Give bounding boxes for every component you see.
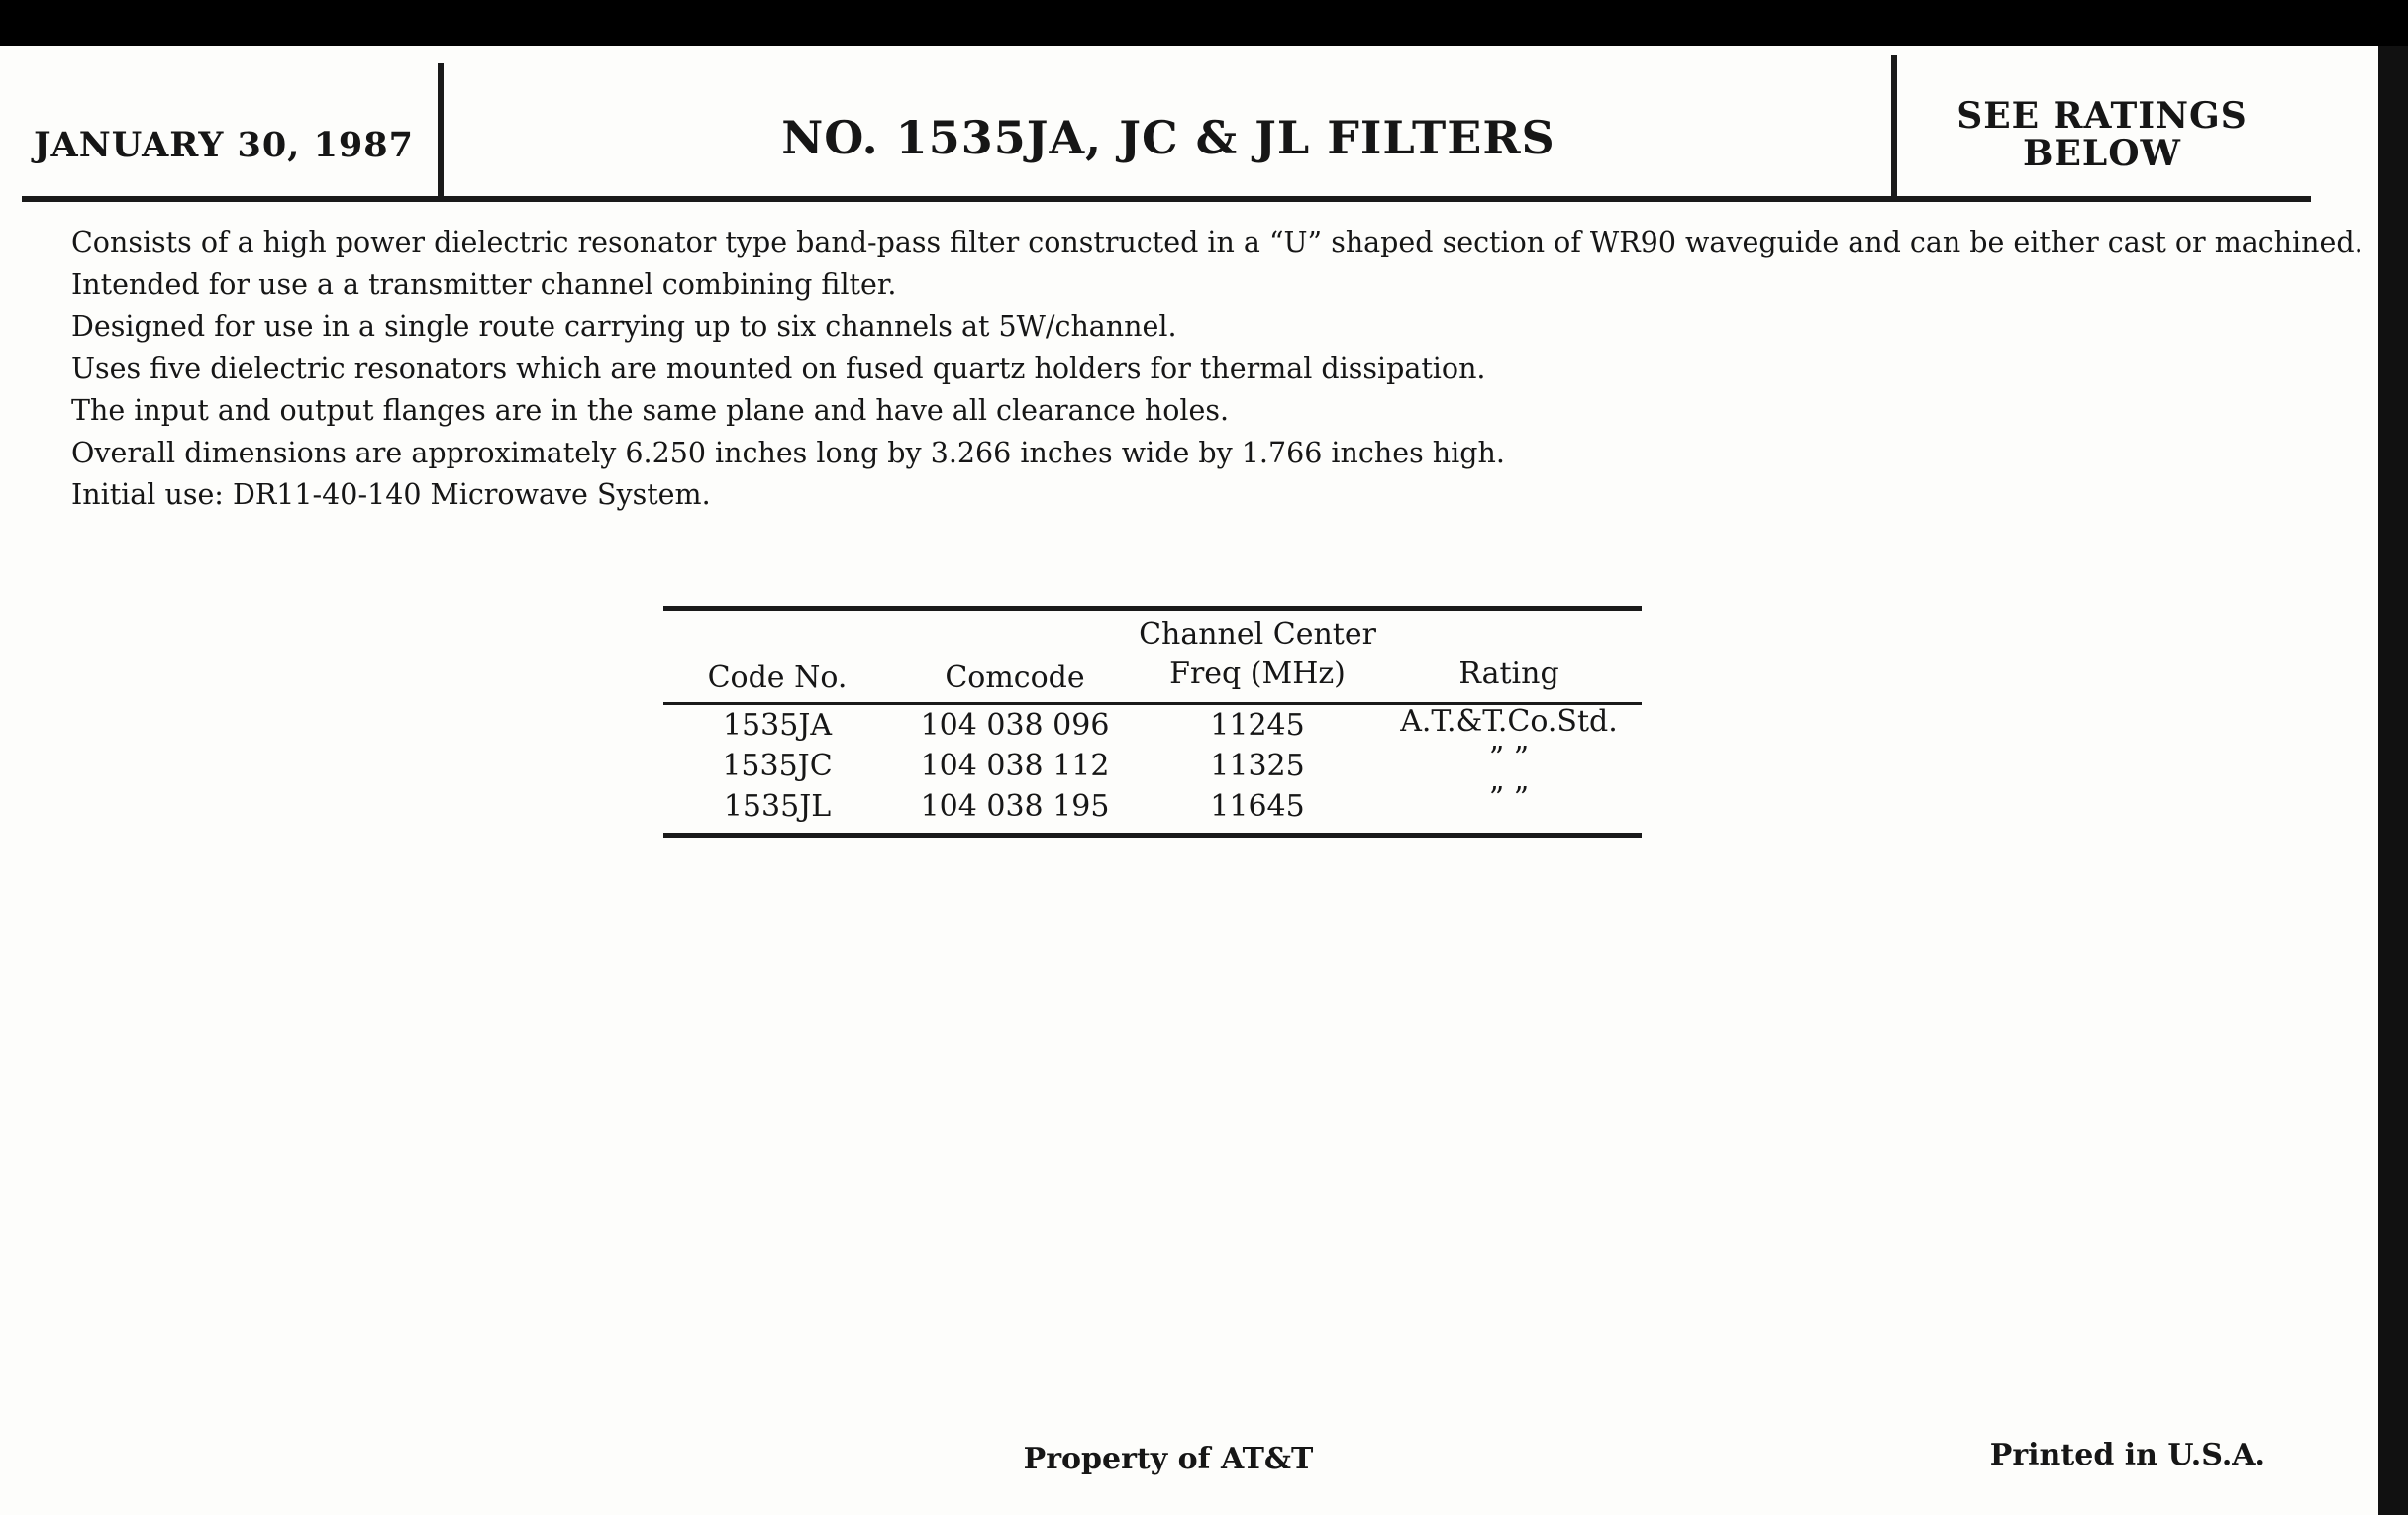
table-bottom-rule bbox=[663, 833, 1642, 838]
description-list bbox=[71, 222, 2363, 517]
description-line: Designed for use in a single route carrying up to six channels at 5W/channel. bbox=[71, 310, 1177, 343]
description-line: Initial use: DR11-40-140 Microwave System. bbox=[71, 478, 711, 511]
table-header bbox=[663, 611, 1642, 702]
header-comcode-label: Comcode bbox=[945, 660, 1085, 695]
description-line: Overall dimensions are approximately 6.250 inches long by 3.266 inches wide by 1.766 inches high. bbox=[71, 436, 1505, 469]
cell-code: 1535JA bbox=[722, 708, 833, 743]
footer-property: Property of AT&T bbox=[1023, 1442, 1314, 1476]
filter-table bbox=[663, 606, 1642, 838]
cell-rating: ” ” bbox=[1488, 781, 1530, 816]
description-line: Intended for use a a transmitter channel combining filter. bbox=[71, 267, 897, 301]
cell-code: 1535JC bbox=[722, 749, 833, 783]
table-row bbox=[663, 781, 1642, 827]
cell-rating: ” ” bbox=[1488, 741, 1530, 775]
cell-comcode: 104 038 096 bbox=[920, 708, 1110, 743]
header-freq bbox=[1139, 615, 1376, 694]
header-divider-right bbox=[1891, 55, 1897, 202]
document-title: NO. 1535JA, JC & JL FILTERS bbox=[781, 111, 1555, 164]
cell-freq: 11325 bbox=[1210, 749, 1305, 783]
cell-freq: 11645 bbox=[1210, 789, 1305, 824]
header-code-label: Code No. bbox=[707, 660, 848, 695]
rating-note bbox=[1901, 97, 2303, 172]
issue-date: JANUARY 30, 1987 bbox=[34, 125, 414, 165]
document-sheet bbox=[0, 46, 2378, 1515]
header-freq-line-2: Freq (MHz) bbox=[1169, 656, 1346, 691]
description-line: The input and output flanges are in the same plane and have all clearance holes. bbox=[71, 394, 1230, 427]
description-line: Consists of a high power dielectric resonator type band-pass filter constructed in a “U” shaped section of WR90 waveguide and can be either cast or machined. bbox=[71, 226, 2363, 258]
header-code bbox=[663, 658, 891, 698]
cell-comcode: 104 038 112 bbox=[920, 749, 1110, 783]
rating-note-line-2: BELOW bbox=[2023, 133, 2181, 174]
header-divider-left bbox=[438, 63, 444, 202]
header-rating-label: Rating bbox=[1458, 656, 1559, 691]
cell-code: 1535JL bbox=[723, 789, 832, 824]
header-comcode bbox=[891, 658, 1139, 698]
cell-freq: 11245 bbox=[1210, 708, 1305, 743]
description-line: Uses five dielectric resonators which are mounted on fused quartz holders for thermal dissipation. bbox=[71, 352, 1486, 385]
cell-rating: A.T.&T.Co.Std. bbox=[1400, 704, 1618, 739]
header-rating bbox=[1376, 655, 1642, 694]
header-rule bbox=[22, 196, 2311, 202]
footer-printed: Printed in U.S.A. bbox=[1989, 1438, 2265, 1472]
scan-edge bbox=[2378, 46, 2408, 1515]
cell-comcode: 104 038 195 bbox=[920, 789, 1110, 824]
rating-note-line-1: SEE RATINGS bbox=[1956, 95, 2248, 137]
header-freq-line-1: Channel Center bbox=[1139, 617, 1376, 652]
